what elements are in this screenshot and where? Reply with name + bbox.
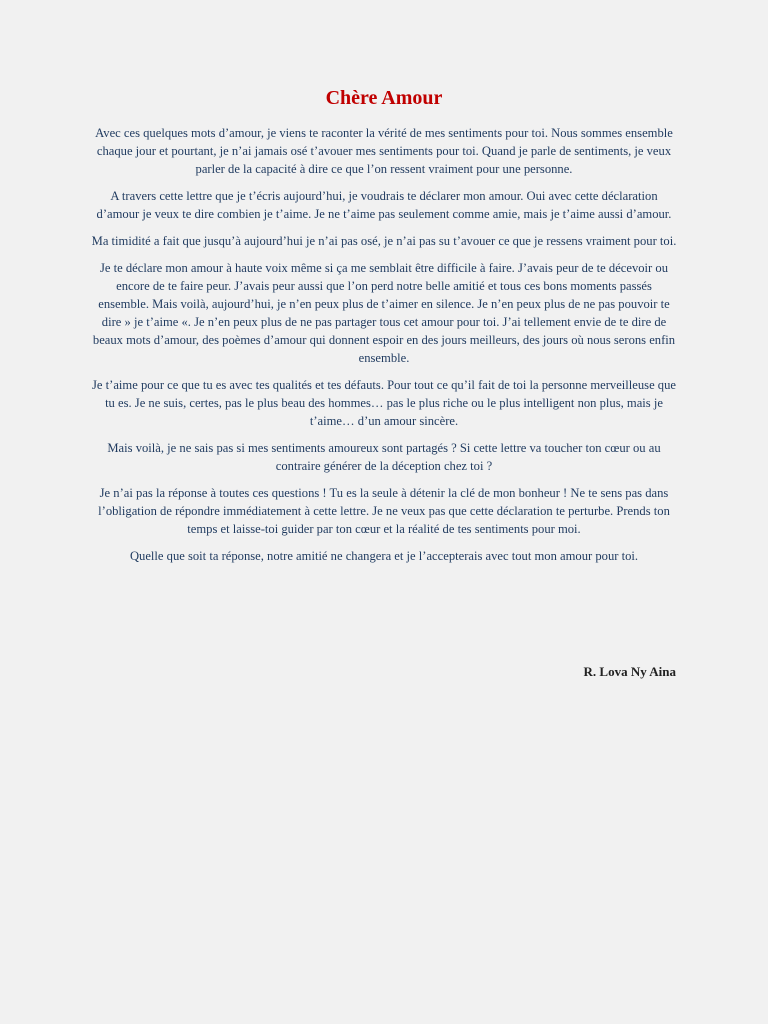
paragraph-3: Ma timidité a fait que jusqu’à aujourd’hui je n’ai pas osé, je n’ai pas su t’avouer ce que je ressens vraiment pour toi. [91, 234, 677, 248]
signature: R. Lova Ny Aina [583, 664, 676, 679]
paragraph-4: Je te déclare mon amour à haute voix même si ça me semblait être difficile à faire. J’avais peur de te décevoir ou encore de te faire peur. J’avais peur aussi que l’on perd notre belle amitié et tous ces bons moments passés ensemble. Mais voilà, aujourd’hui, je n’en peux plus de t’aimer en silence. Je n’en peux plus de ne pas pouvoir te dire » je t’aime «. Je n’en peux plus de ne pas partager tous cet amour pour toi. J’ai tellement envie de te dire de beaux mots d’amour, des poèmes d’amour qui donnent espoir en des jours meilleurs, des jours où nous serons enfin ensemble. [92, 261, 676, 365]
letter-body [90, 124, 678, 574]
paragraph-2: A travers cette lettre que je t’écris aujourd’hui, je voudrais te déclarer mon amour. Oui avec cette déclaration d’amour je veux te dire combien je t’aime. Je ne t’aime pas seulement comme amie, mais je t’aime aussi d’amour. [96, 189, 672, 221]
paragraph-6: Mais voilà, je ne sais pas si mes sentiments amoureux sont partagés ? Si cette lettre va toucher ton cœur ou au contraire générer de la déception chez toi ? [107, 441, 661, 473]
paragraph-8: Quelle que soit ta réponse, notre amitié ne changera et je l’accepterais avec tout mon amour pour toi. [129, 549, 639, 563]
letter-title: Chère Amour [325, 87, 443, 109]
paragraph-7: Je n’ai pas la réponse à toutes ces questions ! Tu es la seule à détenir la clé de mon bonheur ! Ne te sens pas dans l’obligation de répondre immédiatement à cette lettre. Je ne veux pas que cette déclaration te perturbe. Prends ton temps et laisse-toi guider par ton cœur et la réalité de tes sentiments pour moi. [98, 486, 670, 536]
paragraph-1: Avec ces quelques mots d’amour, je viens te raconter la vérité de mes sentiments pour toi. Nous sommes ensemble chaque jour et pourtant, je n’ai jamais osé t’avouer mes sentiments pour toi. Quand je parle de sentiments, je veux parler de la capacité à dire ce que l’on ressent vraiment pour une personne. [95, 126, 673, 176]
paragraph-5: Je t’aime pour ce que tu es avec tes qualités et tes défauts. Pour tout ce qu’il fait de toi la personne merveilleuse que tu es. Je ne suis, certes, pas le plus beau des hommes… pas le plus riche ou le plus intelligent non plus, mais je t’aime… d’un amour sincère. [91, 378, 676, 428]
